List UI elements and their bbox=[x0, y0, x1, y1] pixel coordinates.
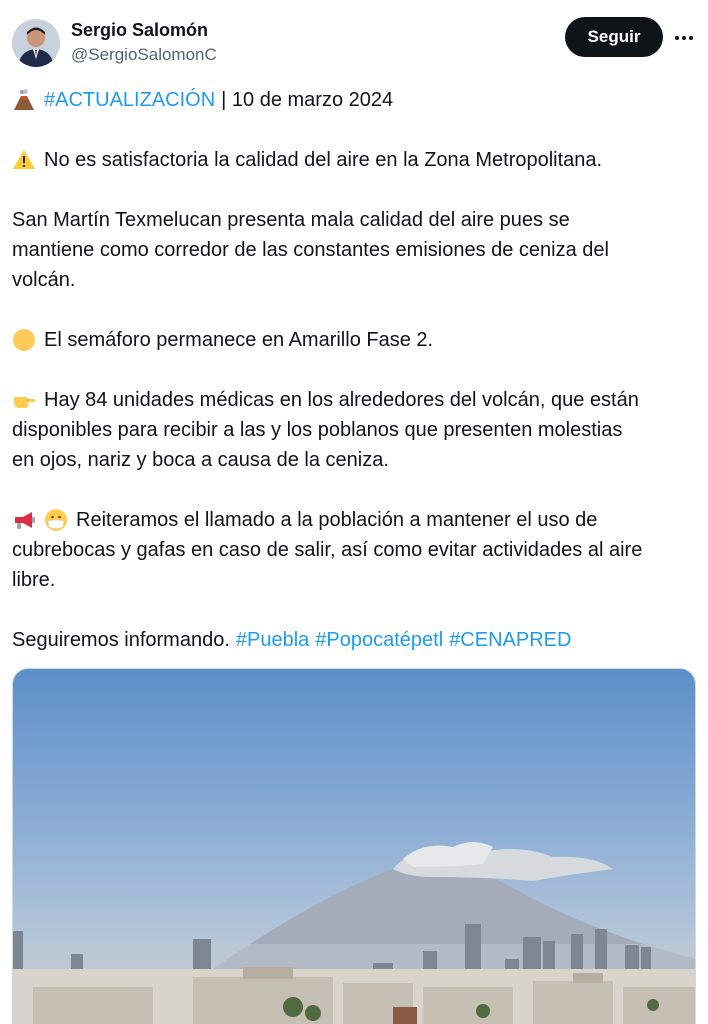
tweet-text bbox=[12, 85, 698, 655]
follow-button[interactable]: Seguir bbox=[565, 17, 663, 57]
author-handle[interactable]: @SergioSalomonC bbox=[71, 45, 217, 64]
volcano-icon bbox=[12, 88, 36, 112]
hashtag-actualizacion[interactable]: #ACTUALIZACIÓN bbox=[44, 89, 216, 111]
tweet-photo[interactable] bbox=[12, 668, 696, 1024]
megaphone-icon bbox=[12, 508, 36, 532]
tweet-text-line: Reiteramos el llamado a la población a mantener el uso de bbox=[76, 509, 598, 531]
pointing-hand-icon bbox=[12, 388, 36, 412]
closing-text: Seguiremos informando. bbox=[12, 629, 230, 651]
tweet-text-line: mantiene como corredor de las constantes emisiones de ceniza del bbox=[12, 239, 609, 261]
avatar[interactable] bbox=[12, 19, 60, 67]
hashtag-cenapred[interactable]: #CENAPRED bbox=[449, 629, 572, 651]
tweet-line bbox=[12, 145, 698, 175]
tweet-line bbox=[12, 325, 698, 355]
tweet-line bbox=[12, 385, 698, 415]
author-block bbox=[71, 19, 217, 66]
date-text: | 10 de marzo 2024 bbox=[221, 89, 394, 111]
hashtag-popocatepetl[interactable]: #Popocatépetl bbox=[315, 629, 444, 651]
hashtag-puebla[interactable]: #Puebla bbox=[235, 629, 310, 651]
warning-icon bbox=[12, 148, 36, 172]
tweet-text-line: en ojos, nariz y boca a causa de la ceniza. bbox=[12, 449, 389, 471]
author-name[interactable]: Sergio Salomón bbox=[71, 20, 209, 40]
tweet-line bbox=[12, 85, 698, 115]
tweet-text-line: cubrebocas y gafas en caso de salir, así como evitar actividades al aire bbox=[12, 539, 643, 561]
tweet-text-line: El semáforo permanece en Amarillo Fase 2. bbox=[44, 329, 434, 351]
more-options-icon[interactable] bbox=[670, 24, 698, 52]
tweet-line bbox=[12, 505, 698, 535]
yellow-circle-icon bbox=[12, 328, 36, 352]
tweet-text-line: libre. bbox=[12, 569, 56, 591]
tweet-text-line: disponibles para recibir a las y los poblanos que presenten molestias bbox=[12, 419, 623, 441]
tweet-line bbox=[12, 625, 698, 655]
face-mask-icon bbox=[44, 508, 68, 532]
tweet-text-line: Hay 84 unidades médicas en los alrededores del volcán, que están bbox=[44, 389, 639, 411]
tweet-text-line: volcán. bbox=[12, 269, 76, 291]
tweet-text-line: No es satisfactoria la calidad del aire en la Zona Metropolitana. bbox=[44, 149, 603, 171]
tweet-text-line: San Martín Texmelucan presenta mala calidad del aire pues se bbox=[12, 209, 570, 231]
